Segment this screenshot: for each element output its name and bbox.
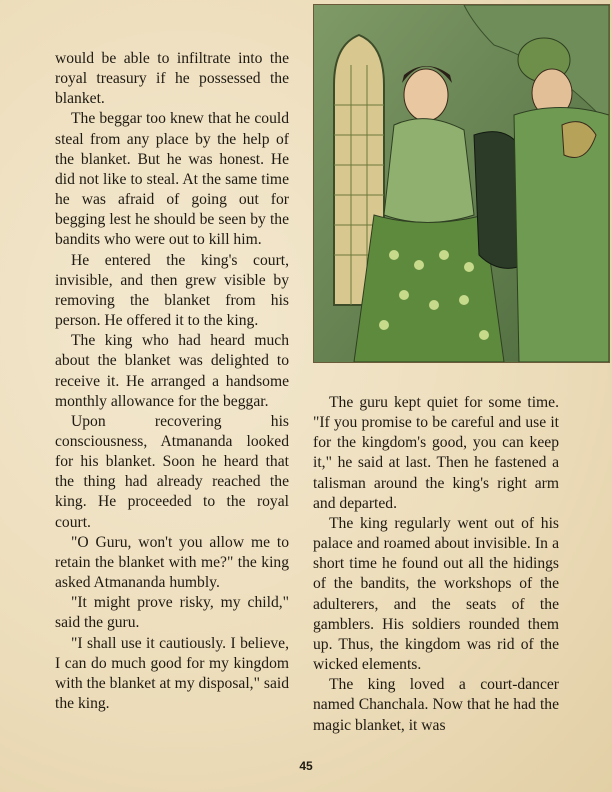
paragraph: "It might prove risky, my child," said the guru. <box>55 594 289 632</box>
paragraph: The king who had heard much about the blanket was delighted to receive it. He arranged a handsome monthly allowance for the beggar. <box>55 332 289 410</box>
paragraph: The beggar too knew that he could steal from any place by the help of the blanket. But he was honest. He did not like to steal. At the same time he was afraid of going out for begging lest he should be seen by the bandits who were out to kill him. <box>55 110 289 249</box>
paragraph: Upon recovering his consciousness, Atmananda looked for his blanket. Soon he heard that the thing had already reached the king. He proceeded to the royal court. <box>55 412 289 531</box>
paragraph: would be able to infiltrate into the royal treasury if he possessed the blanket. <box>55 50 289 108</box>
left-text-column <box>55 49 289 714</box>
right-text-column <box>313 393 559 736</box>
paragraph: He entered the king's court, invisible, and then grew visible by removing the blanket from his person. He offered it to the king. <box>55 251 289 330</box>
paragraph: "O Guru, won't you allow me to retain the blanket with me?" the king asked Atmananda humbly. <box>55 533 289 592</box>
paragraph: The king regularly went out of his palace and roamed about invisible. In a short time he found out all the hidings of the bandits, the workshops of the adulterers, and the seats of the gamblers. His soldiers rounded them up. Thus, the kingdom was rid of the wicked elements. <box>313 514 559 674</box>
page-number: 45 <box>299 759 313 773</box>
paragraph: The king loved a court-dancer named Chanchala. Now that he had the magic blanket, it was <box>313 676 559 734</box>
story-illustration <box>313 4 610 363</box>
paragraph: "I shall use it cautiously. I believe, I can do much good for my kingdom with the blanket at my disposal," said the king. <box>55 634 289 712</box>
court-dancer-and-king-illustration <box>314 5 609 362</box>
paragraph: The guru kept quiet for some time. "If you promise to be careful and use it for the kingdom's good, you can keep it," he said at last. Then he fastened a talisman around the king's right arm and departed. <box>313 394 559 512</box>
